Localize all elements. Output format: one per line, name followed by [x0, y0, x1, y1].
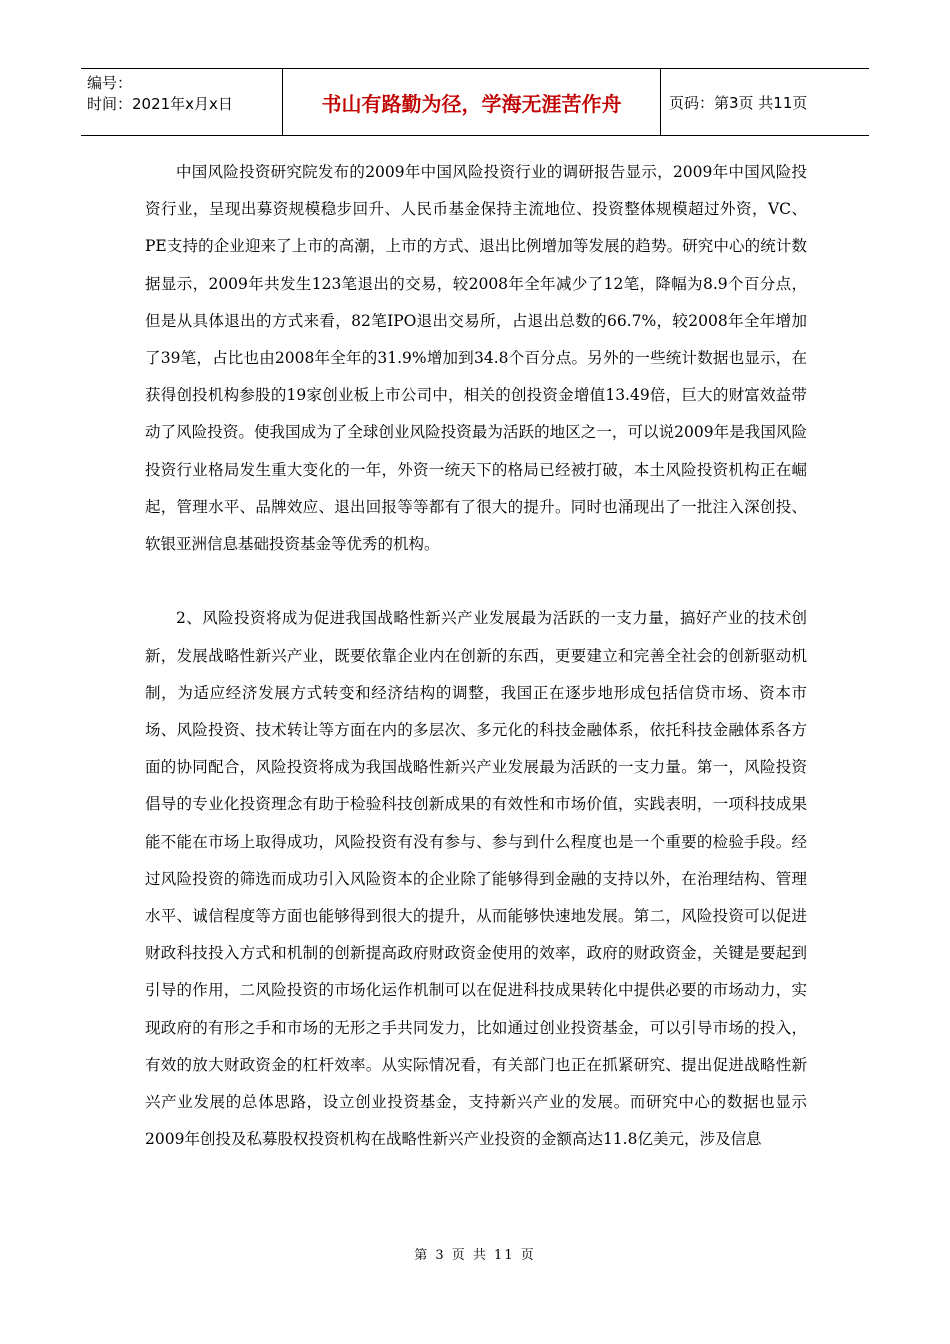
paragraph-spacer: [145, 563, 807, 600]
page-footer: [0, 1244, 950, 1263]
header-page-info: 页码：第3页 共11页: [669, 93, 808, 112]
body-paragraph-2: 2、风险投资将成为促进我国战略性新兴产业发展最为活跃的一支力量，搞好产业的技术创新，发展战略性新兴产业，既要依靠企业内在创新的东西，更要建立和完善全社会的创新驱动机制，为适应经济发展方式转变和经济结构的调整，我国正在逐步地形成包括信贷市场、资本市场、风险投资、技术转让等方面在内的多层次、多元化的科技金融体系，依托科技金融体系各方面的协同配合，风险投资将成为我国战略性新兴产业发展最为活跃的一支力量。第一，风险投资倡导的专业化投资理念有助于检验科技创新成果的有效性和市场价值，实践表明，一项科技成果能不能在市场上取得成功，风险投资有没有参与、参与到什么程度也是一个重要的检验手段。经过风险投资的筛选而成功引入风险资本的企业除了能够得到金融的支持以外，在治理结构、管理水平、诚信程度等方面也能够得到很大的提升，从而能够快速地发展。第二，风险投资可以促进财政科技投入方式和机制的创新提高政府财政资金使用的效率，政府的财政资金，关键是要起到引导的作用，二风险投资的市场化运作机制可以在促进科技成果转化中提供必要的市场动力，实现政府的有形之手和市场的无形之手共同发力，比如通过创业投资基金，可以引导市场的投入，有效的放大财政资金的杠杆效率。从实际情况看，有关部门也正在抓紧研究、提出促进战略性新兴产业发展的总体思路，设立创业投资基金，支持新兴产业的发展。而研究中心的数据也显示2009年创投及私募股权投资机构在战略性新兴产业投资的金额高达11.8亿美元，涉及信息: [145, 609, 807, 1149]
header-motto: 书山有路勤为径，学海无涯苦作舟: [321, 91, 622, 116]
document-header: [81, 68, 869, 136]
document-date: 时间：2021年x月x日: [87, 95, 233, 113]
header-meta-cell: [81, 69, 283, 135]
header-page-cell: [661, 69, 869, 135]
body-paragraph-1: 中国风险投资研究院发布的2009年中国风险投资行业的调研报告显示，2009年中国风险投资行业，呈现出募资规模稳步回升、人民币基金保持主流地位、投资整体规模超过外资，VC、PE支持的企业迎来了上市的高潮，上市的方式、退出比例增加等发展的趋势。研究中心的统计数据显示，2009年共发生123笔退出的交易，较2008年全年减少了12笔，降幅为8.9个百分点，但是从具体退出的方式来看，82笔IPO退出交易所，占退出总数的66.7%，较2008年全年增加了39笔，占比也由2008年全年的31.9%增加到34.8个百分点。另外的一些统计数据也显示，在获得创投机构参股的19家创业板上市公司中，相关的创投资金增值13.49倍，巨大的财富效益带动了风险投资。使我国成为了全球创业风险投资最为活跃的地区之一，可以说2009年是我国风险投资行业格局发生重大变化的一年，外资一统天下的格局已经被打破，本土风险投资机构正在崛起，管理水平、品牌效应、退出回报等等都有了很大的提升。同时也涌现出了一批注入深创投、软银亚洲信息基础投资基金等优秀的机构。: [145, 163, 807, 554]
document-body: [145, 154, 807, 1158]
header-motto-cell: [283, 69, 661, 135]
document-number-label: 编号：: [87, 74, 133, 92]
footer-page-number: 第 3 页 共 11 页: [414, 1248, 536, 1263]
